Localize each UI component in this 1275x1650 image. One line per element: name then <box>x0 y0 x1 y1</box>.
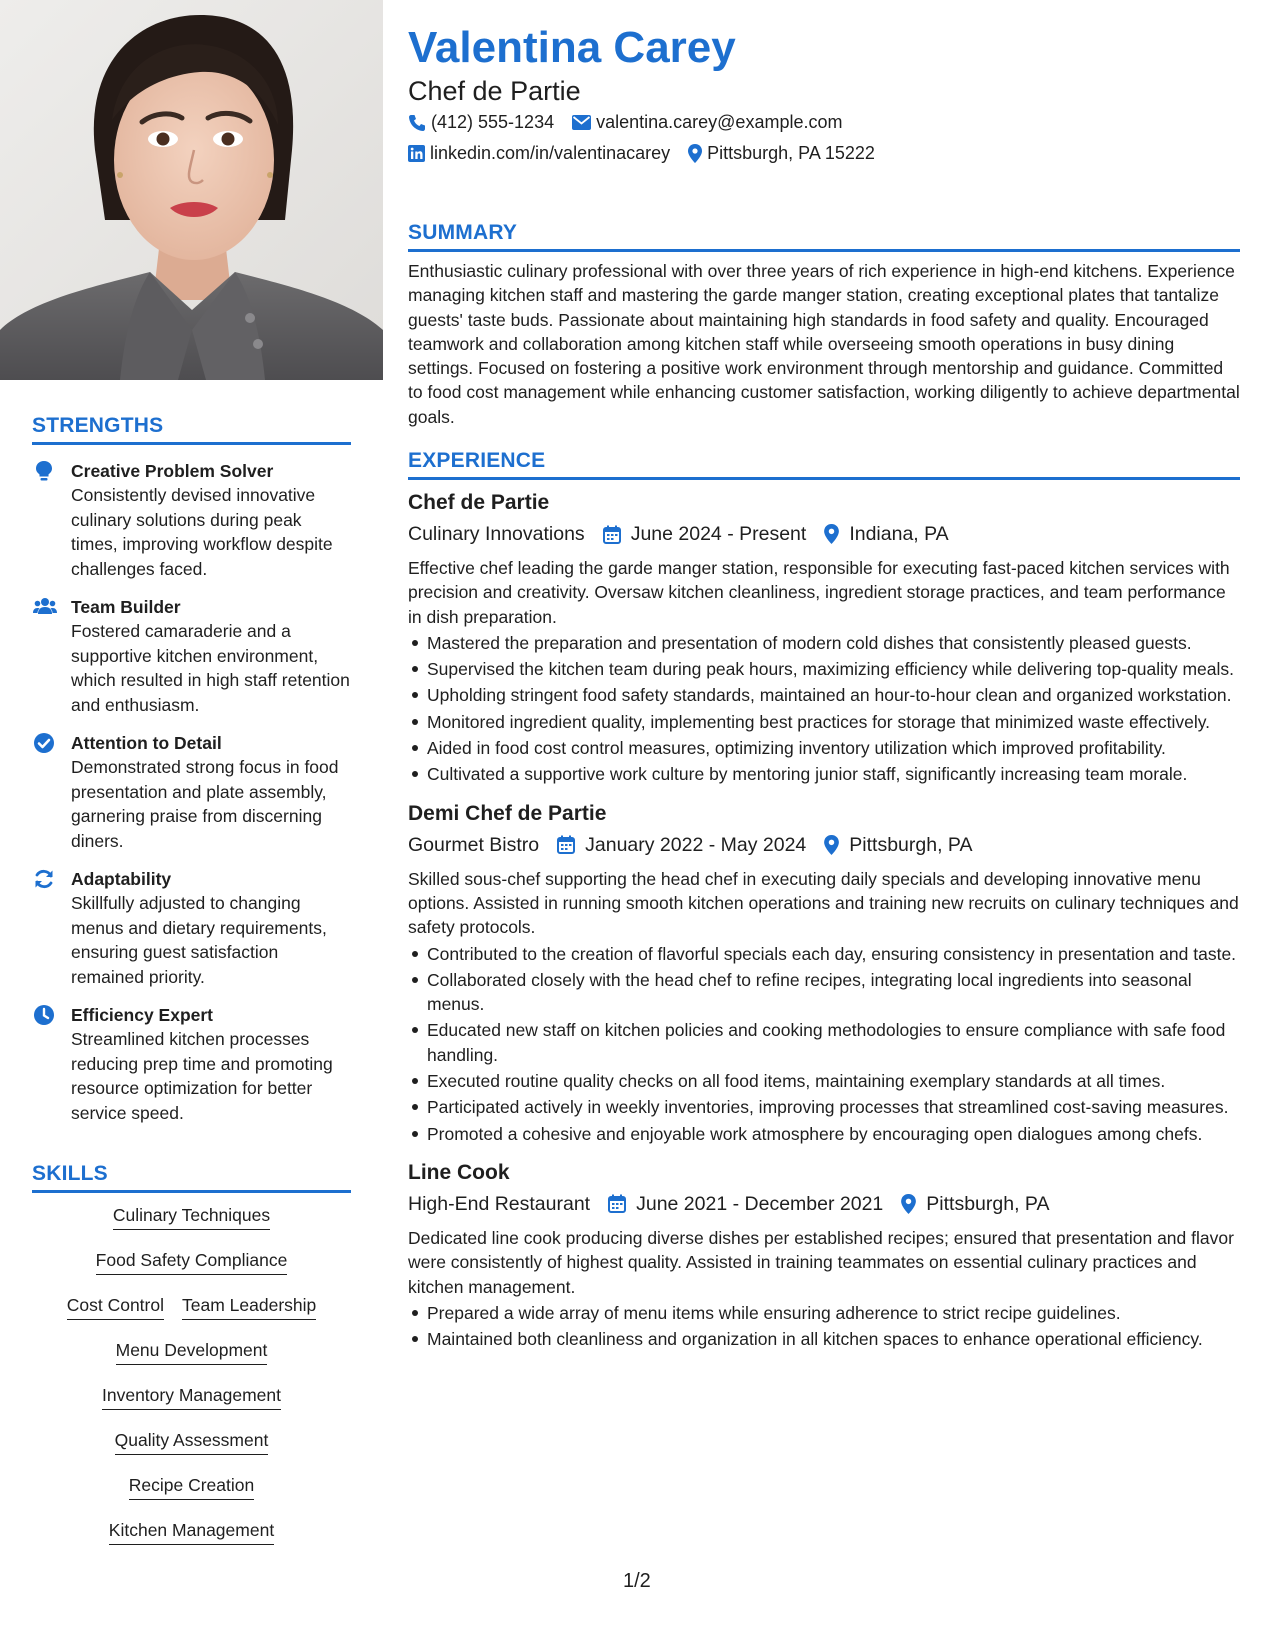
job-location: Pittsburgh, PA <box>849 833 973 856</box>
strength-title: Creative Problem Solver <box>71 461 274 481</box>
job-dates: January 2022 - May 2024 <box>585 833 807 856</box>
bullet-item: Prepared a wide array of menu items while ensuring adherence to strict recipe guidelines. <box>408 1301 1240 1325</box>
refresh-icon <box>33 868 55 888</box>
strength-item <box>32 867 351 989</box>
job-dates: June 2024 - Present <box>630 523 807 545</box>
skill-tag: Culinary Techniques <box>113 1203 270 1230</box>
users-icon <box>33 596 55 616</box>
skill-tag: Cost Control <box>67 1293 164 1320</box>
company-name: Gourmet Bistro <box>408 833 540 856</box>
bullet-item: Mastered the preparation and presentation of modern cold dishes that consistently pleased guests. <box>408 631 1240 655</box>
job-entry <box>408 1158 1240 1351</box>
bullet-item: Executed routine quality checks on all food items, maintaining exemplary standards at all times. <box>408 1069 1240 1093</box>
location-pin-icon <box>688 144 702 163</box>
strength-title: Attention to Detail <box>71 733 222 753</box>
candidate-name: Valentina Carey <box>408 23 736 72</box>
strength-title: Team Builder <box>71 597 181 617</box>
linkedin-link[interactable]: linkedin.com/in/valentinacarey <box>430 143 671 163</box>
strength-title: Efficiency Expert <box>71 1005 213 1025</box>
job-description: Effective chef leading the garde manger station, responsible for executing fast-paced kitchen services with precision and creativity. Oversaw kitchen cleanliness, ingredient storage practices, and team performance in dish preparation. <box>408 558 1230 627</box>
strengths-section <box>32 414 351 1125</box>
skill-tag: Inventory Management <box>102 1383 281 1410</box>
calendar-icon <box>608 1194 626 1213</box>
strength-text: Demonstrated strong focus in food presentation and plate assembly, garnering praise from discerning diners. <box>71 757 339 851</box>
strength-text: Streamlined kitchen processes reducing prep time and promoting resource optimization for better service speed. <box>71 1029 333 1123</box>
email-link[interactable]: valentina.carey@example.com <box>596 112 843 132</box>
skill-tag: Quality Assessment <box>115 1428 269 1455</box>
skills-heading: SKILLS <box>32 1162 351 1193</box>
strength-text: Skillfully adjusted to changing menus and dietary requirements, ensuring guest satisfaction remained priority. <box>71 893 327 987</box>
skills-list <box>32 1203 351 1563</box>
skill-tag: Recipe Creation <box>129 1473 254 1500</box>
bullet-item: Educated new staff on kitchen policies and cooking methodologies to ensure compliance with safe food handling. <box>408 1018 1240 1067</box>
location-pin-icon <box>824 524 839 544</box>
strength-text: Consistently devised innovative culinary solutions during peak times, improving workflow despite challenges faced. <box>71 485 333 579</box>
skill-tag: Kitchen Management <box>109 1518 274 1545</box>
strength-item <box>32 595 351 717</box>
bullet-item: Upholding stringent food safety standards, maintained an hour-to-hour clean and organized workstation. <box>408 683 1240 707</box>
bullet-item: Collaborated closely with the head chef to refine recipes, integrating local ingredients into seasonal menus. <box>408 968 1240 1017</box>
job-title: Demi Chef de Partie <box>408 801 607 825</box>
left-column <box>0 0 383 1650</box>
lightbulb-icon <box>33 460 55 480</box>
job-description: Dedicated line cook producing diverse dishes per established recipes; ensured that presentation and flavor were consistently of highest quality. Assisted in training teammates on essential culinary practices and kitchen management. <box>408 1227 1234 1297</box>
strength-item <box>32 1003 351 1125</box>
strength-item <box>32 731 351 853</box>
job-title: Chef de Partie <box>408 491 550 514</box>
location-text: Pittsburgh, PA 15222 <box>707 143 875 163</box>
summary-heading: SUMMARY <box>408 221 1240 252</box>
strength-title: Adaptability <box>71 869 172 889</box>
bullet-item: Supervised the kitchen team during peak hours, maximizing efficiency while delivering top-quality meals. <box>408 657 1240 681</box>
bullet-item: Maintained both cleanliness and organization in all kitchen spaces to enhance operational efficiency. <box>408 1327 1240 1351</box>
job-entry <box>408 799 1240 1146</box>
job-description: Skilled sous-chef supporting the head chef in executing daily specials and developing innovative menu options. Assisted in running smooth kitchen operations and training new recruits on culinary techniques and safety protocols. <box>408 868 1239 938</box>
job-dates: June 2021 - December 2021 <box>636 1192 884 1215</box>
job-meta <box>408 1189 1240 1219</box>
summary-text: Enthusiastic culinary professional with over three years of rich experience in high-end kitchens. Experience managing kitchen staff and mastering the garde manger station, creating exceptional plates that tantalize guests' taste buds. Passionate about maintaining high standards in food safety and quality. Encouraged teamwork and collaboration among kitchen staff while overseeing smooth operations in busy dining settings. Focused on fostering a positive work environment through mentorship and guidance. Committed to food cost management while enhancing customer satisfaction, working diligently to achieve departmental goals. <box>408 261 1240 427</box>
job-meta <box>408 830 1240 860</box>
bullet-item: Monitored ingredient quality, implementing best practices for storage that minimized waste effectively. <box>408 710 1240 734</box>
experience-section <box>408 449 1240 1353</box>
skill-tag: Food Safety Compliance <box>96 1248 288 1275</box>
bullet-item: Aided in food cost control measures, optimizing inventory utilization which improved profitability. <box>408 736 1240 760</box>
clock-icon <box>33 1004 55 1024</box>
location-pin-icon <box>901 1194 916 1214</box>
contact-row-1 <box>408 112 860 133</box>
location-pin-icon <box>824 835 839 855</box>
calendar-icon <box>603 525 621 544</box>
check-circle-icon <box>33 732 55 752</box>
contact-row-2 <box>408 143 893 164</box>
page-number: 1/2 <box>623 1570 651 1592</box>
job-entry <box>408 488 1240 787</box>
skill-tag: Menu Development <box>116 1338 268 1365</box>
calendar-icon <box>557 835 575 854</box>
strength-item <box>32 459 351 581</box>
job-meta <box>408 519 1240 549</box>
experience-heading: EXPERIENCE <box>408 449 1240 480</box>
bullet-item: Promoted a cohesive and enjoyable work atmosphere by encouraging open dialogues among chefs. <box>408 1122 1240 1146</box>
job-bullets <box>408 1301 1240 1352</box>
skills-section <box>32 1162 351 1563</box>
strengths-heading: STRENGTHS <box>32 414 351 445</box>
phone-number[interactable]: (412) 555-1234 <box>431 112 555 132</box>
bullet-item: Contributed to the creation of flavorful specials each day, ensuring consistency in presentation and taste. <box>408 942 1240 966</box>
job-bullets <box>408 631 1240 787</box>
job-location: Pittsburgh, PA <box>926 1192 1050 1215</box>
candidate-title: Chef de Partie <box>408 76 581 106</box>
profile-photo <box>0 0 383 380</box>
company-name: Culinary Innovations <box>408 523 585 545</box>
email-icon <box>572 115 591 130</box>
job-title: Line Cook <box>408 1160 510 1184</box>
linkedin-icon <box>408 145 425 162</box>
company-name: High-End Restaurant <box>408 1192 591 1215</box>
bullet-item: Cultivated a supportive work culture by mentoring junior staff, significantly increasing team morale. <box>408 762 1240 786</box>
strength-text: Fostered camaraderie and a supportive kitchen environment, which resulted in high staff retention and enthusiasm. <box>71 621 350 715</box>
phone-icon <box>408 114 426 132</box>
bullet-item: Participated actively in weekly inventories, improving processes that streamlined cost-saving measures. <box>408 1095 1240 1119</box>
summary-section <box>408 221 1240 429</box>
job-bullets <box>408 942 1240 1146</box>
job-location: Indiana, PA <box>849 523 949 545</box>
skill-tag: Team Leadership <box>182 1293 316 1320</box>
